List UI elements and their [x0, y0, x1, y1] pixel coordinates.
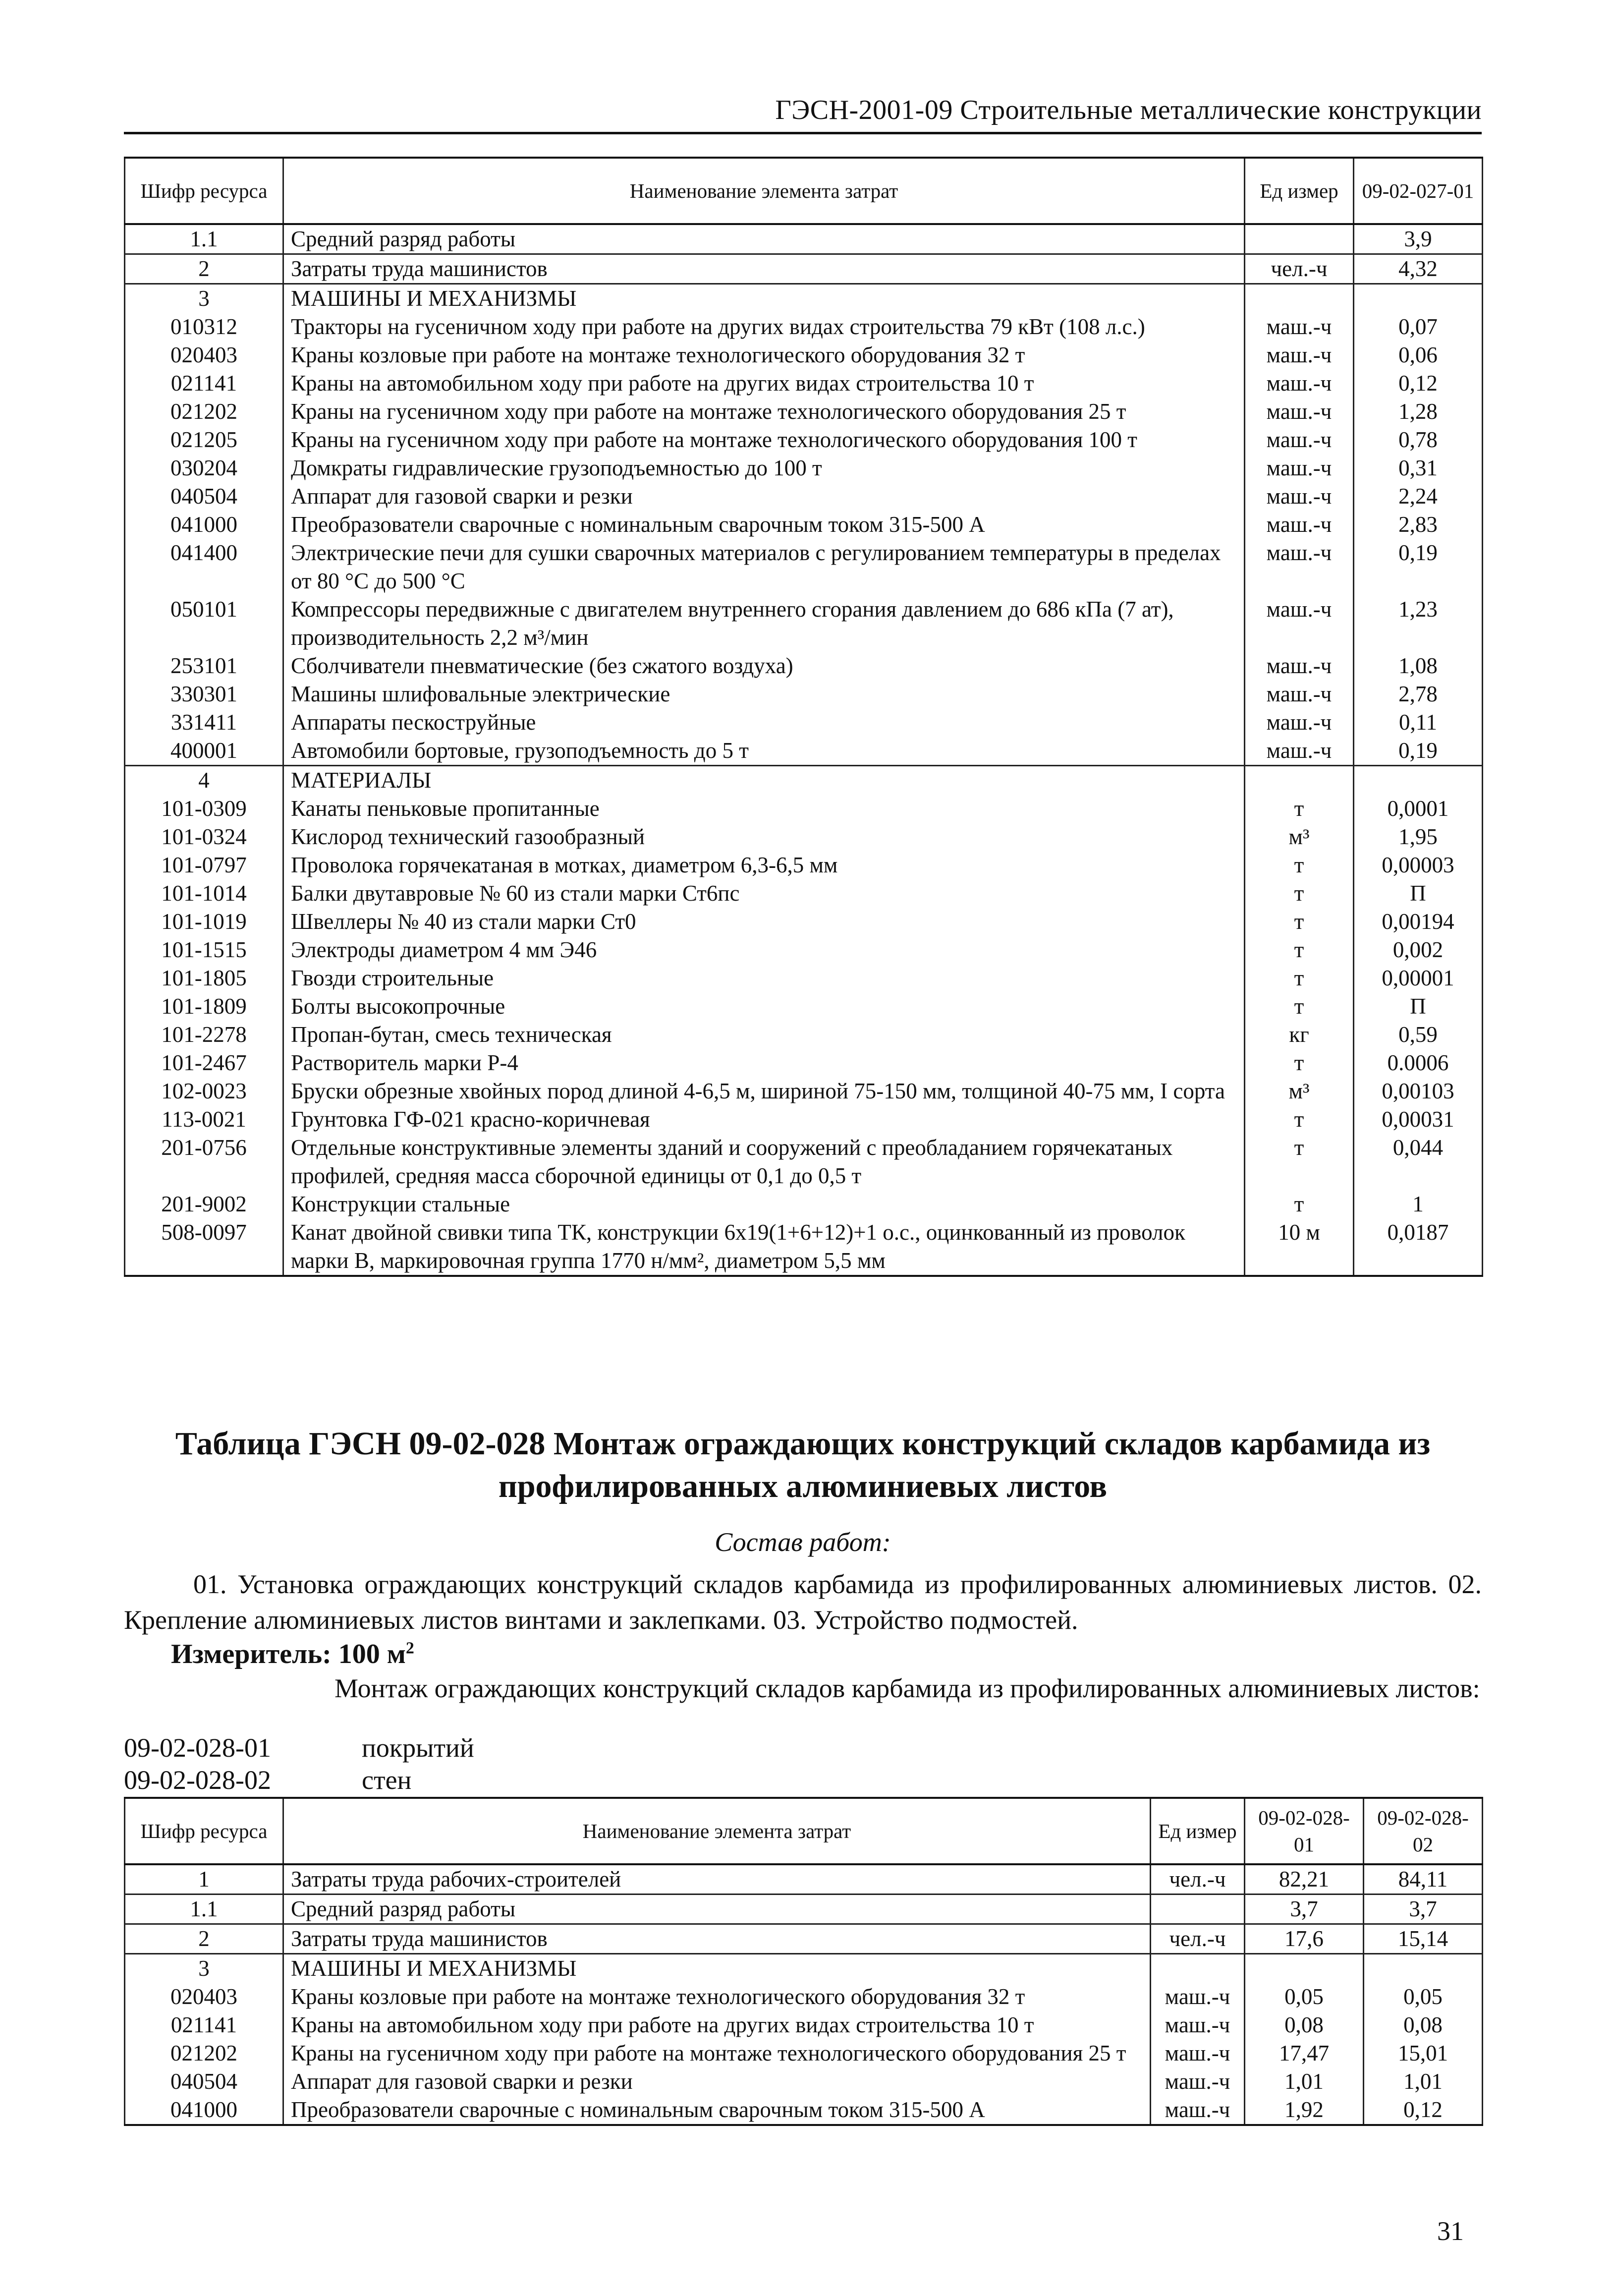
table-row — [125, 1218, 1483, 1276]
col-header-code: Шифр ресурса — [125, 1798, 283, 1864]
cell-code: 101-0324 — [125, 823, 283, 851]
cell-name: Пропан-бутан, смесь техническая — [283, 1021, 1245, 1049]
cell-unit: маш.-ч — [1245, 595, 1354, 652]
cell-value — [1245, 1954, 1364, 1983]
cell-code: 113-0021 — [125, 1105, 283, 1134]
cell-value: 1,95 — [1354, 823, 1483, 851]
table-row — [125, 284, 1483, 313]
table-row — [125, 851, 1483, 879]
cell-value: 0,00103 — [1354, 1077, 1483, 1105]
cell-unit: маш.-ч — [1245, 426, 1354, 454]
table-header-row — [125, 158, 1483, 224]
table-row — [125, 936, 1483, 964]
cell-name: Средний разряд работы — [283, 1894, 1151, 1924]
table-row — [125, 708, 1483, 737]
meter-value: 100 м — [338, 1639, 406, 1669]
cell-code: 101-1014 — [125, 879, 283, 908]
cell-value: 0,00001 — [1354, 964, 1483, 992]
table-row — [125, 426, 1483, 454]
cell-unit: маш.-ч — [1245, 454, 1354, 482]
cell-unit: маш.-ч — [1151, 2096, 1245, 2125]
table-row — [125, 2096, 1483, 2125]
cell-value: 4,32 — [1354, 254, 1483, 284]
cell-value: 1,28 — [1354, 398, 1483, 426]
cell-value: 1,23 — [1354, 595, 1483, 652]
table-row — [125, 1077, 1483, 1105]
cell-code: 041000 — [125, 2096, 283, 2125]
cell-name: Канаты пеньковые пропитанные — [283, 795, 1245, 823]
table-row — [125, 908, 1483, 936]
variant-code: 09-02-028-02 — [124, 1765, 271, 1795]
table-row — [125, 795, 1483, 823]
table-row — [125, 2039, 1483, 2067]
table-row — [125, 398, 1483, 426]
cell-name: Болты высокопрочные — [283, 992, 1245, 1021]
cell-unit: т — [1245, 795, 1354, 823]
table-row — [125, 224, 1483, 254]
cell-value: 1 — [1354, 1190, 1483, 1218]
col-header-code: Шифр ресурса — [125, 158, 283, 224]
table-row — [125, 1954, 1483, 1983]
col-header-name: Наименование элемента затрат — [283, 1798, 1151, 1864]
table-header-row — [125, 1798, 1483, 1864]
cell-value: 0,05 — [1364, 1983, 1483, 2011]
cell-code: 201-9002 — [125, 1190, 283, 1218]
cell-value: 3,9 — [1354, 224, 1483, 254]
cell-unit: т — [1245, 879, 1354, 908]
cell-unit: маш.-ч — [1245, 341, 1354, 369]
cell-name: Краны на гусеничном ходу при работе на монтаже технологического оборудования 100 т — [283, 426, 1245, 454]
cell-name: Бруски обрезные хвойных пород длиной 4-6,5 м, шириной 75-150 мм, толщиной 40-75 мм, I сорта — [283, 1077, 1245, 1105]
cell-value: 0,19 — [1354, 737, 1483, 766]
cell-unit: т — [1245, 1049, 1354, 1077]
cell-value: 84,11 — [1364, 1864, 1483, 1894]
cell-value: 0,31 — [1354, 454, 1483, 482]
cell-value: 0,0187 — [1354, 1218, 1483, 1276]
cell-unit: чел.-ч — [1151, 1864, 1245, 1894]
cell-code: 020403 — [125, 1983, 283, 2011]
cell-unit: маш.-ч — [1245, 369, 1354, 398]
cell-name: Затраты труда машинистов — [283, 1924, 1151, 1954]
cell-unit: т — [1245, 851, 1354, 879]
cell-code: 101-1019 — [125, 908, 283, 936]
cell-value — [1354, 766, 1483, 795]
cell-unit: т — [1245, 964, 1354, 992]
cell-name: Аппарат для газовой сварки и резки — [283, 482, 1245, 511]
cell-value: 0.0006 — [1354, 1049, 1483, 1077]
cell-name: Домкраты гидравлические грузоподъемностью до 100 т — [283, 454, 1245, 482]
col-header-name: Наименование элемента затрат — [283, 158, 1245, 224]
meter-power: 2 — [405, 1639, 414, 1658]
cell-code: 1.1 — [125, 224, 283, 254]
composition-caption: Состав работ: — [715, 1527, 891, 1557]
cell-name: Канат двойной свивки типа ТК, конструкции 6х19(1+6+12)+1 о.с., оцинкованный из проволок марки В, маркировочная группа 1770 н/мм², диаметром 5,5 мм — [283, 1218, 1245, 1276]
cell-name: Преобразователи сварочные с номинальным сварочным током 315-500 А — [283, 511, 1245, 539]
table-row — [125, 369, 1483, 398]
cell-value: 0,59 — [1354, 1021, 1483, 1049]
col-header-norm: 09-02-027-01 — [1354, 158, 1483, 224]
cell-name: МАШИНЫ И МЕХАНИЗМЫ — [283, 284, 1245, 313]
cell-value: 82,21 — [1245, 1864, 1364, 1894]
variant-label: покрытий — [362, 1733, 474, 1763]
cell-code: 101-1515 — [125, 936, 283, 964]
table-row — [125, 341, 1483, 369]
cell-name: МАШИНЫ И МЕХАНИЗМЫ — [283, 1954, 1151, 1983]
cell-name: Средний разряд работы — [283, 224, 1245, 254]
cell-value: 1,92 — [1245, 2096, 1364, 2125]
cell-unit: 10 м — [1245, 1218, 1354, 1276]
cell-code: 101-2278 — [125, 1021, 283, 1049]
cell-value: 0,08 — [1245, 2011, 1364, 2039]
cell-value: 1,01 — [1245, 2067, 1364, 2096]
table-row — [125, 254, 1483, 284]
composition-text — [124, 1566, 1482, 1638]
cell-unit: маш.-ч — [1245, 652, 1354, 680]
cell-value: 2,24 — [1354, 482, 1483, 511]
cell-value — [1354, 284, 1483, 313]
cell-value: 0,044 — [1354, 1134, 1483, 1190]
table-row — [125, 766, 1483, 795]
cell-value: 2,83 — [1354, 511, 1483, 539]
cell-code: 040504 — [125, 2067, 283, 2096]
col-header-unit: Ед измер — [1151, 1798, 1245, 1864]
cell-code: 400001 — [125, 737, 283, 766]
cell-code: 201-0756 — [125, 1134, 283, 1190]
cell-code: 101-0309 — [125, 795, 283, 823]
cell-unit: кг — [1245, 1021, 1354, 1049]
cell-name: Тракторы на гусеничном ходу при работе на других видах строительства 79 кВт (108 л.с.) — [283, 313, 1245, 341]
page-number: 31 — [1437, 2216, 1464, 2246]
cell-unit: маш.-ч — [1151, 2011, 1245, 2039]
cell-name: Машины шлифовальные электрические — [283, 680, 1245, 708]
cell-unit: маш.-ч — [1151, 1983, 1245, 2011]
cell-code: 102-0023 — [125, 1077, 283, 1105]
cell-value — [1364, 1954, 1483, 1983]
cell-code: 021202 — [125, 2039, 283, 2067]
cell-name: Краны на автомобильном ходу при работе на других видах строительства 10 т — [283, 2011, 1151, 2039]
cell-name: Отдельные конструктивные элементы зданий и сооружений с преобладанием горячекатаных профилей, средняя масса сборочной единицы от 0,1 до 0,5 т — [283, 1134, 1245, 1190]
cell-code: 020403 — [125, 341, 283, 369]
table-row — [125, 823, 1483, 851]
cell-value: 0,05 — [1245, 1983, 1364, 2011]
table-row — [125, 652, 1483, 680]
cell-name: Кислород технический газообразный — [283, 823, 1245, 851]
table-row — [125, 313, 1483, 341]
table-row — [125, 737, 1483, 766]
cell-value: 0,12 — [1354, 369, 1483, 398]
table-row — [125, 964, 1483, 992]
cell-unit: маш.-ч — [1245, 680, 1354, 708]
cell-value: 0,11 — [1354, 708, 1483, 737]
cell-name: Проволока горячекатаная в мотках, диаметром 6,3-6,5 мм — [283, 851, 1245, 879]
cell-code: 3 — [125, 284, 283, 313]
table-row — [125, 454, 1483, 482]
cell-unit — [1151, 1954, 1245, 1983]
cell-value: 0,06 — [1354, 341, 1483, 369]
cell-unit: т — [1245, 908, 1354, 936]
cell-unit: маш.-ч — [1245, 708, 1354, 737]
cell-name: Конструкции стальные — [283, 1190, 1245, 1218]
cell-code: 041000 — [125, 511, 283, 539]
cell-code: 4 — [125, 766, 283, 795]
cell-value: П — [1354, 992, 1483, 1021]
cell-code: 101-1809 — [125, 992, 283, 1021]
variant-label: стен — [362, 1765, 412, 1795]
cell-value: 0,00194 — [1354, 908, 1483, 936]
table-row — [125, 1021, 1483, 1049]
cell-name: Компрессоры передвижные с двигателем внутреннего сгорания давлением до 686 кПа (7 ат), производительность 2,2 м³/мин — [283, 595, 1245, 652]
cell-name: Краны на гусеничном ходу при работе на монтаже технологического оборудования 25 т — [283, 398, 1245, 426]
cell-name: Краны козловые при работе на монтаже технологического оборудования 32 т — [283, 341, 1245, 369]
cell-name: Грунтовка ГФ-021 красно-коричневая — [283, 1105, 1245, 1134]
cell-unit: маш.-ч — [1245, 539, 1354, 595]
cell-value: 2,78 — [1354, 680, 1483, 708]
cell-value: 1,08 — [1354, 652, 1483, 680]
table-row — [125, 1864, 1483, 1894]
cell-value: 0,08 — [1364, 2011, 1483, 2039]
col-header-norm-2: 09-02-028-02 — [1364, 1798, 1483, 1864]
cell-code: 3 — [125, 1954, 283, 1983]
table-row — [125, 1924, 1483, 1954]
cell-name: МАТЕРИАЛЫ — [283, 766, 1245, 795]
meter-label: Измеритель: — [171, 1639, 332, 1669]
col-header-unit: Ед измер — [1245, 158, 1354, 224]
table-row — [125, 680, 1483, 708]
cell-code: 021202 — [125, 398, 283, 426]
cell-name: Краны козловые при работе на монтаже технологического оборудования 32 т — [283, 1983, 1151, 2011]
cell-name: Преобразователи сварочные с номинальным сварочным током 315-500 А — [283, 2096, 1151, 2125]
cell-name: Балки двутавровые № 60 из стали марки Ст6пс — [283, 879, 1245, 908]
resource-table-09-02-027 — [124, 157, 1483, 1277]
cell-value: 0,19 — [1354, 539, 1483, 595]
cell-name: Гвозди строительные — [283, 964, 1245, 992]
cell-value: 0,0001 — [1354, 795, 1483, 823]
cell-code: 1 — [125, 1864, 283, 1894]
col-header-norm-1: 09-02-028-01 — [1245, 1798, 1364, 1864]
table-row — [125, 482, 1483, 511]
cell-unit — [1245, 224, 1354, 254]
cell-code: 2 — [125, 254, 283, 284]
cell-name: Затраты труда машинистов — [283, 254, 1245, 284]
cell-value: 0,00003 — [1354, 851, 1483, 879]
cell-value: 1,01 — [1364, 2067, 1483, 2096]
cell-name: Сболчиватели пневматические (без сжатого воздуха) — [283, 652, 1245, 680]
cell-code: 2 — [125, 1924, 283, 1954]
cell-code: 010312 — [125, 313, 283, 341]
cell-code: 253101 — [125, 652, 283, 680]
cell-unit: м³ — [1245, 823, 1354, 851]
composition-text-body: 01. Установка ограждающих конструкций складов карбамида из профилированных алюминиевых листов. 02. Крепление алюминиевых листов винтами и заклепками. 03. Устройство подмостей. — [124, 1569, 1482, 1635]
cell-code: 021141 — [125, 2011, 283, 2039]
cell-unit — [1245, 766, 1354, 795]
cell-code: 040504 — [125, 482, 283, 511]
table-row — [125, 595, 1483, 652]
cell-unit: маш.-ч — [1245, 737, 1354, 766]
cell-unit: т — [1245, 1134, 1354, 1190]
table-row — [125, 1190, 1483, 1218]
cell-code: 101-2467 — [125, 1049, 283, 1077]
cell-unit — [1245, 284, 1354, 313]
table-row — [125, 539, 1483, 595]
cell-name: Растворитель марки Р-4 — [283, 1049, 1245, 1077]
section-title: Таблица ГЭСН 09-02-028 Монтаж ограждающих конструкций складов карбамида из профилированных алюминиевых листов — [175, 1426, 1431, 1504]
running-header: ГЭСН-2001-09 Строительные металлические конструкции — [124, 94, 1482, 134]
table-row — [125, 511, 1483, 539]
cell-value: 17,6 — [1245, 1924, 1364, 1954]
cell-value: 0,00031 — [1354, 1105, 1483, 1134]
cell-value: 3,7 — [1364, 1894, 1483, 1924]
cell-value: 17,47 — [1245, 2039, 1364, 2067]
table-row — [125, 992, 1483, 1021]
cell-code: 101-0797 — [125, 851, 283, 879]
cell-code: 101-1805 — [125, 964, 283, 992]
cell-unit: маш.-ч — [1151, 2039, 1245, 2067]
cell-name: Аппараты пескоструйные — [283, 708, 1245, 737]
table-row — [125, 1134, 1483, 1190]
cell-name: Электроды диаметром 4 мм Э46 — [283, 936, 1245, 964]
meter — [171, 1638, 414, 1670]
cell-value: 15,14 — [1364, 1924, 1483, 1954]
cell-code: 030204 — [125, 454, 283, 482]
cell-name: Электрические печи для сушки сварочных материалов с регулированием температуры в пределах от 80 °С до 500 °С — [283, 539, 1245, 595]
cell-code: 041400 — [125, 539, 283, 595]
cell-unit: маш.-ч — [1245, 398, 1354, 426]
cell-unit: т — [1245, 936, 1354, 964]
cell-code: 330301 — [125, 680, 283, 708]
table-row — [125, 2011, 1483, 2039]
cell-unit: т — [1245, 992, 1354, 1021]
cell-code: 021205 — [125, 426, 283, 454]
cell-unit: м³ — [1245, 1077, 1354, 1105]
cell-code: 021141 — [125, 369, 283, 398]
cell-value: 0,002 — [1354, 936, 1483, 964]
cell-name: Краны на гусеничном ходу при работе на монтаже технологического оборудования 25 т — [283, 2039, 1151, 2067]
cell-name: Швеллеры № 40 из стали марки Ст0 — [283, 908, 1245, 936]
table-row — [125, 1894, 1483, 1924]
cell-code: 1.1 — [125, 1894, 283, 1924]
cell-code: 508-0097 — [125, 1218, 283, 1276]
cell-unit — [1151, 1894, 1245, 1924]
cell-name: Краны на автомобильном ходу при работе на других видах строительства 10 т — [283, 369, 1245, 398]
table-row — [125, 1049, 1483, 1077]
cell-unit: маш.-ч — [1245, 313, 1354, 341]
cell-name: Автомобили бортовые, грузоподъемность до 5 т — [283, 737, 1245, 766]
variants-intro: Монтаж ограждающих конструкций складов карбамида из профилированных алюминиевых листов: — [334, 1673, 1480, 1703]
cell-value: 0,07 — [1354, 313, 1483, 341]
cell-name: Затраты труда рабочих-строителей — [283, 1864, 1151, 1894]
resource-table-09-02-028 — [124, 1797, 1483, 2126]
table-row — [125, 1983, 1483, 2011]
cell-code: 050101 — [125, 595, 283, 652]
cell-value: 3,7 — [1245, 1894, 1364, 1924]
table-row — [125, 879, 1483, 908]
cell-unit: т — [1245, 1105, 1354, 1134]
cell-unit: маш.-ч — [1151, 2067, 1245, 2096]
cell-unit: т — [1245, 1190, 1354, 1218]
cell-value: П — [1354, 879, 1483, 908]
cell-unit: маш.-ч — [1245, 511, 1354, 539]
table-row — [125, 2067, 1483, 2096]
cell-unit: чел.-ч — [1245, 254, 1354, 284]
cell-value: 15,01 — [1364, 2039, 1483, 2067]
cell-value: 0,78 — [1354, 426, 1483, 454]
cell-unit: чел.-ч — [1151, 1924, 1245, 1954]
table-row — [125, 1105, 1483, 1134]
cell-value: 0,12 — [1364, 2096, 1483, 2125]
cell-name: Аппарат для газовой сварки и резки — [283, 2067, 1151, 2096]
cell-code: 331411 — [125, 708, 283, 737]
variant-code: 09-02-028-01 — [124, 1733, 271, 1763]
cell-unit: маш.-ч — [1245, 482, 1354, 511]
